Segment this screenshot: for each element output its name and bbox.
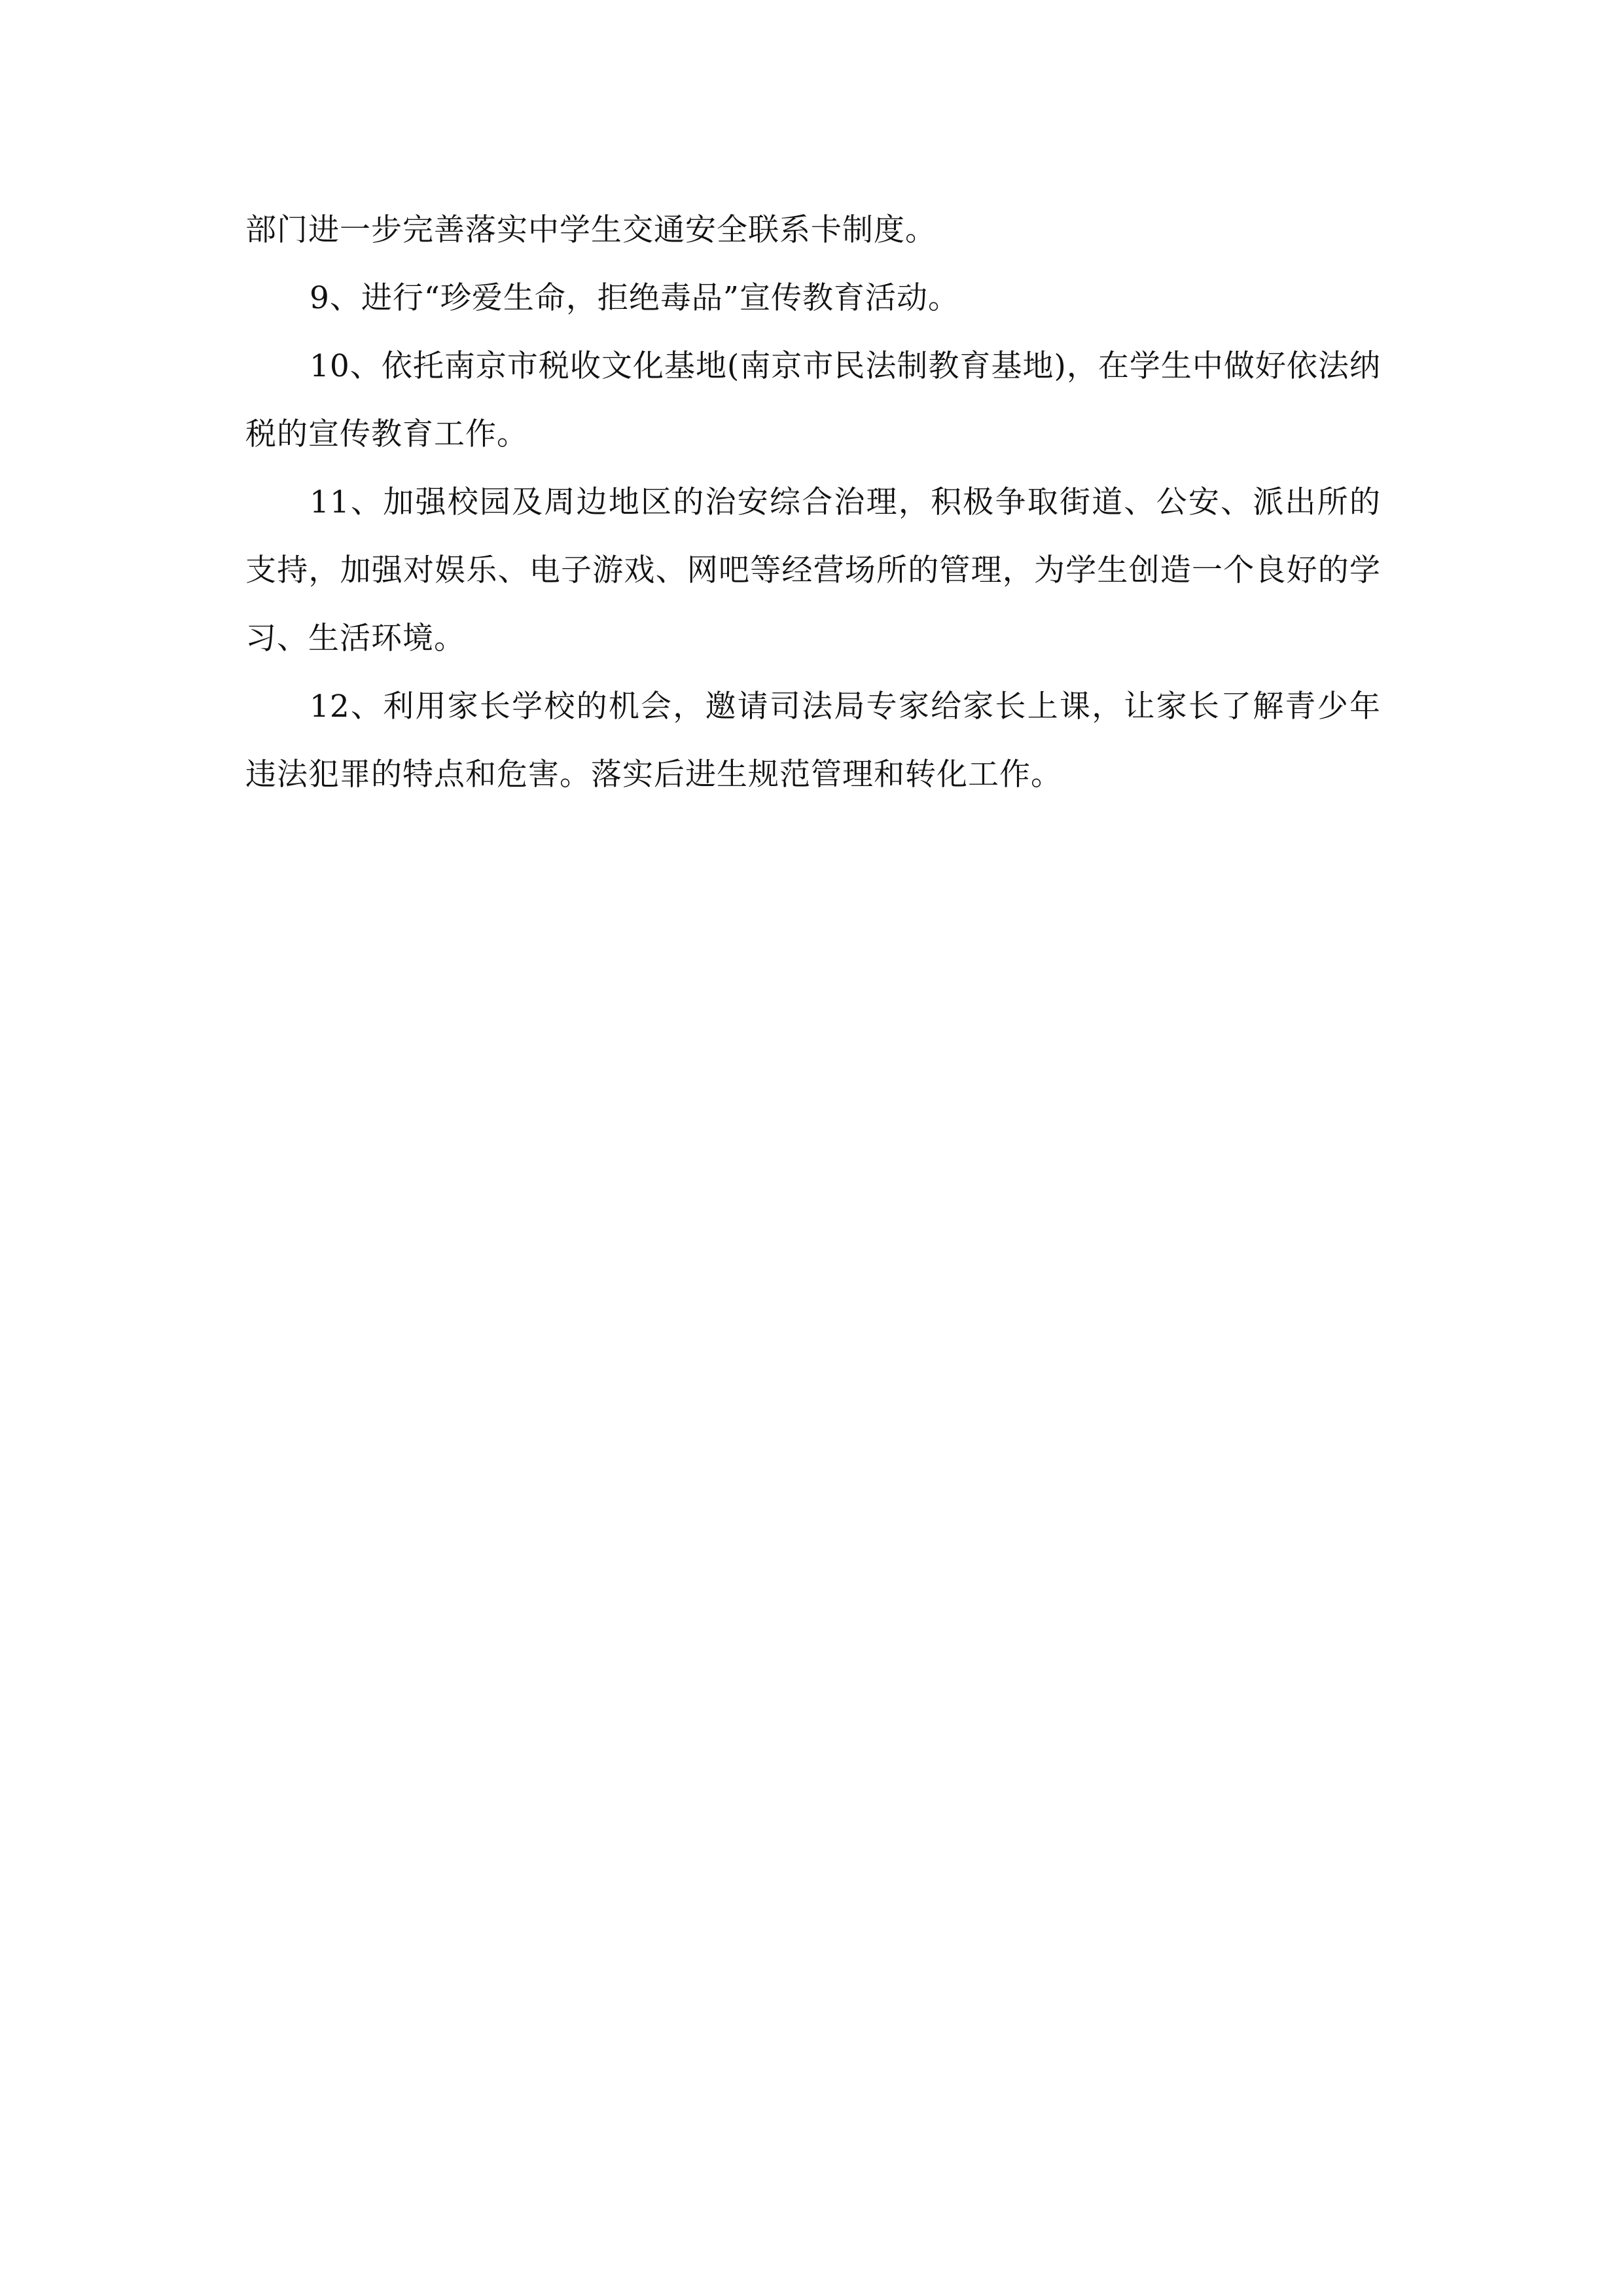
paragraph-item-12: 12、利用家长学校的机会，邀请司法局专家给家长上课，让家长了解青少年违法犯罪的特点和危害。落实后进生规范管理和转化工作。 <box>245 689 1381 793</box>
paragraph-item-10: 10、依托南京市税收文化基地(南京市民法制教育基地)，在学生中做好依法纳税的宣传教育工作。 <box>245 348 1381 452</box>
paragraph-item-11: 11、加强校园及周边地区的治安综合治理，积极争取街道、公安、派出所的支持，加强对娱乐、电子游戏、网吧等经营场所的管理，为学生创造一个良好的学习、生活环境。 <box>245 484 1381 656</box>
paragraph-continuation: 部门进一步完善落实中学生交通安全联系卡制度。 <box>245 212 936 248</box>
paragraph-item-9: 9、进行“珍爱生命，拒绝毒品”宣传教育活动。 <box>310 280 959 316</box>
document-body <box>245 196 1381 809</box>
